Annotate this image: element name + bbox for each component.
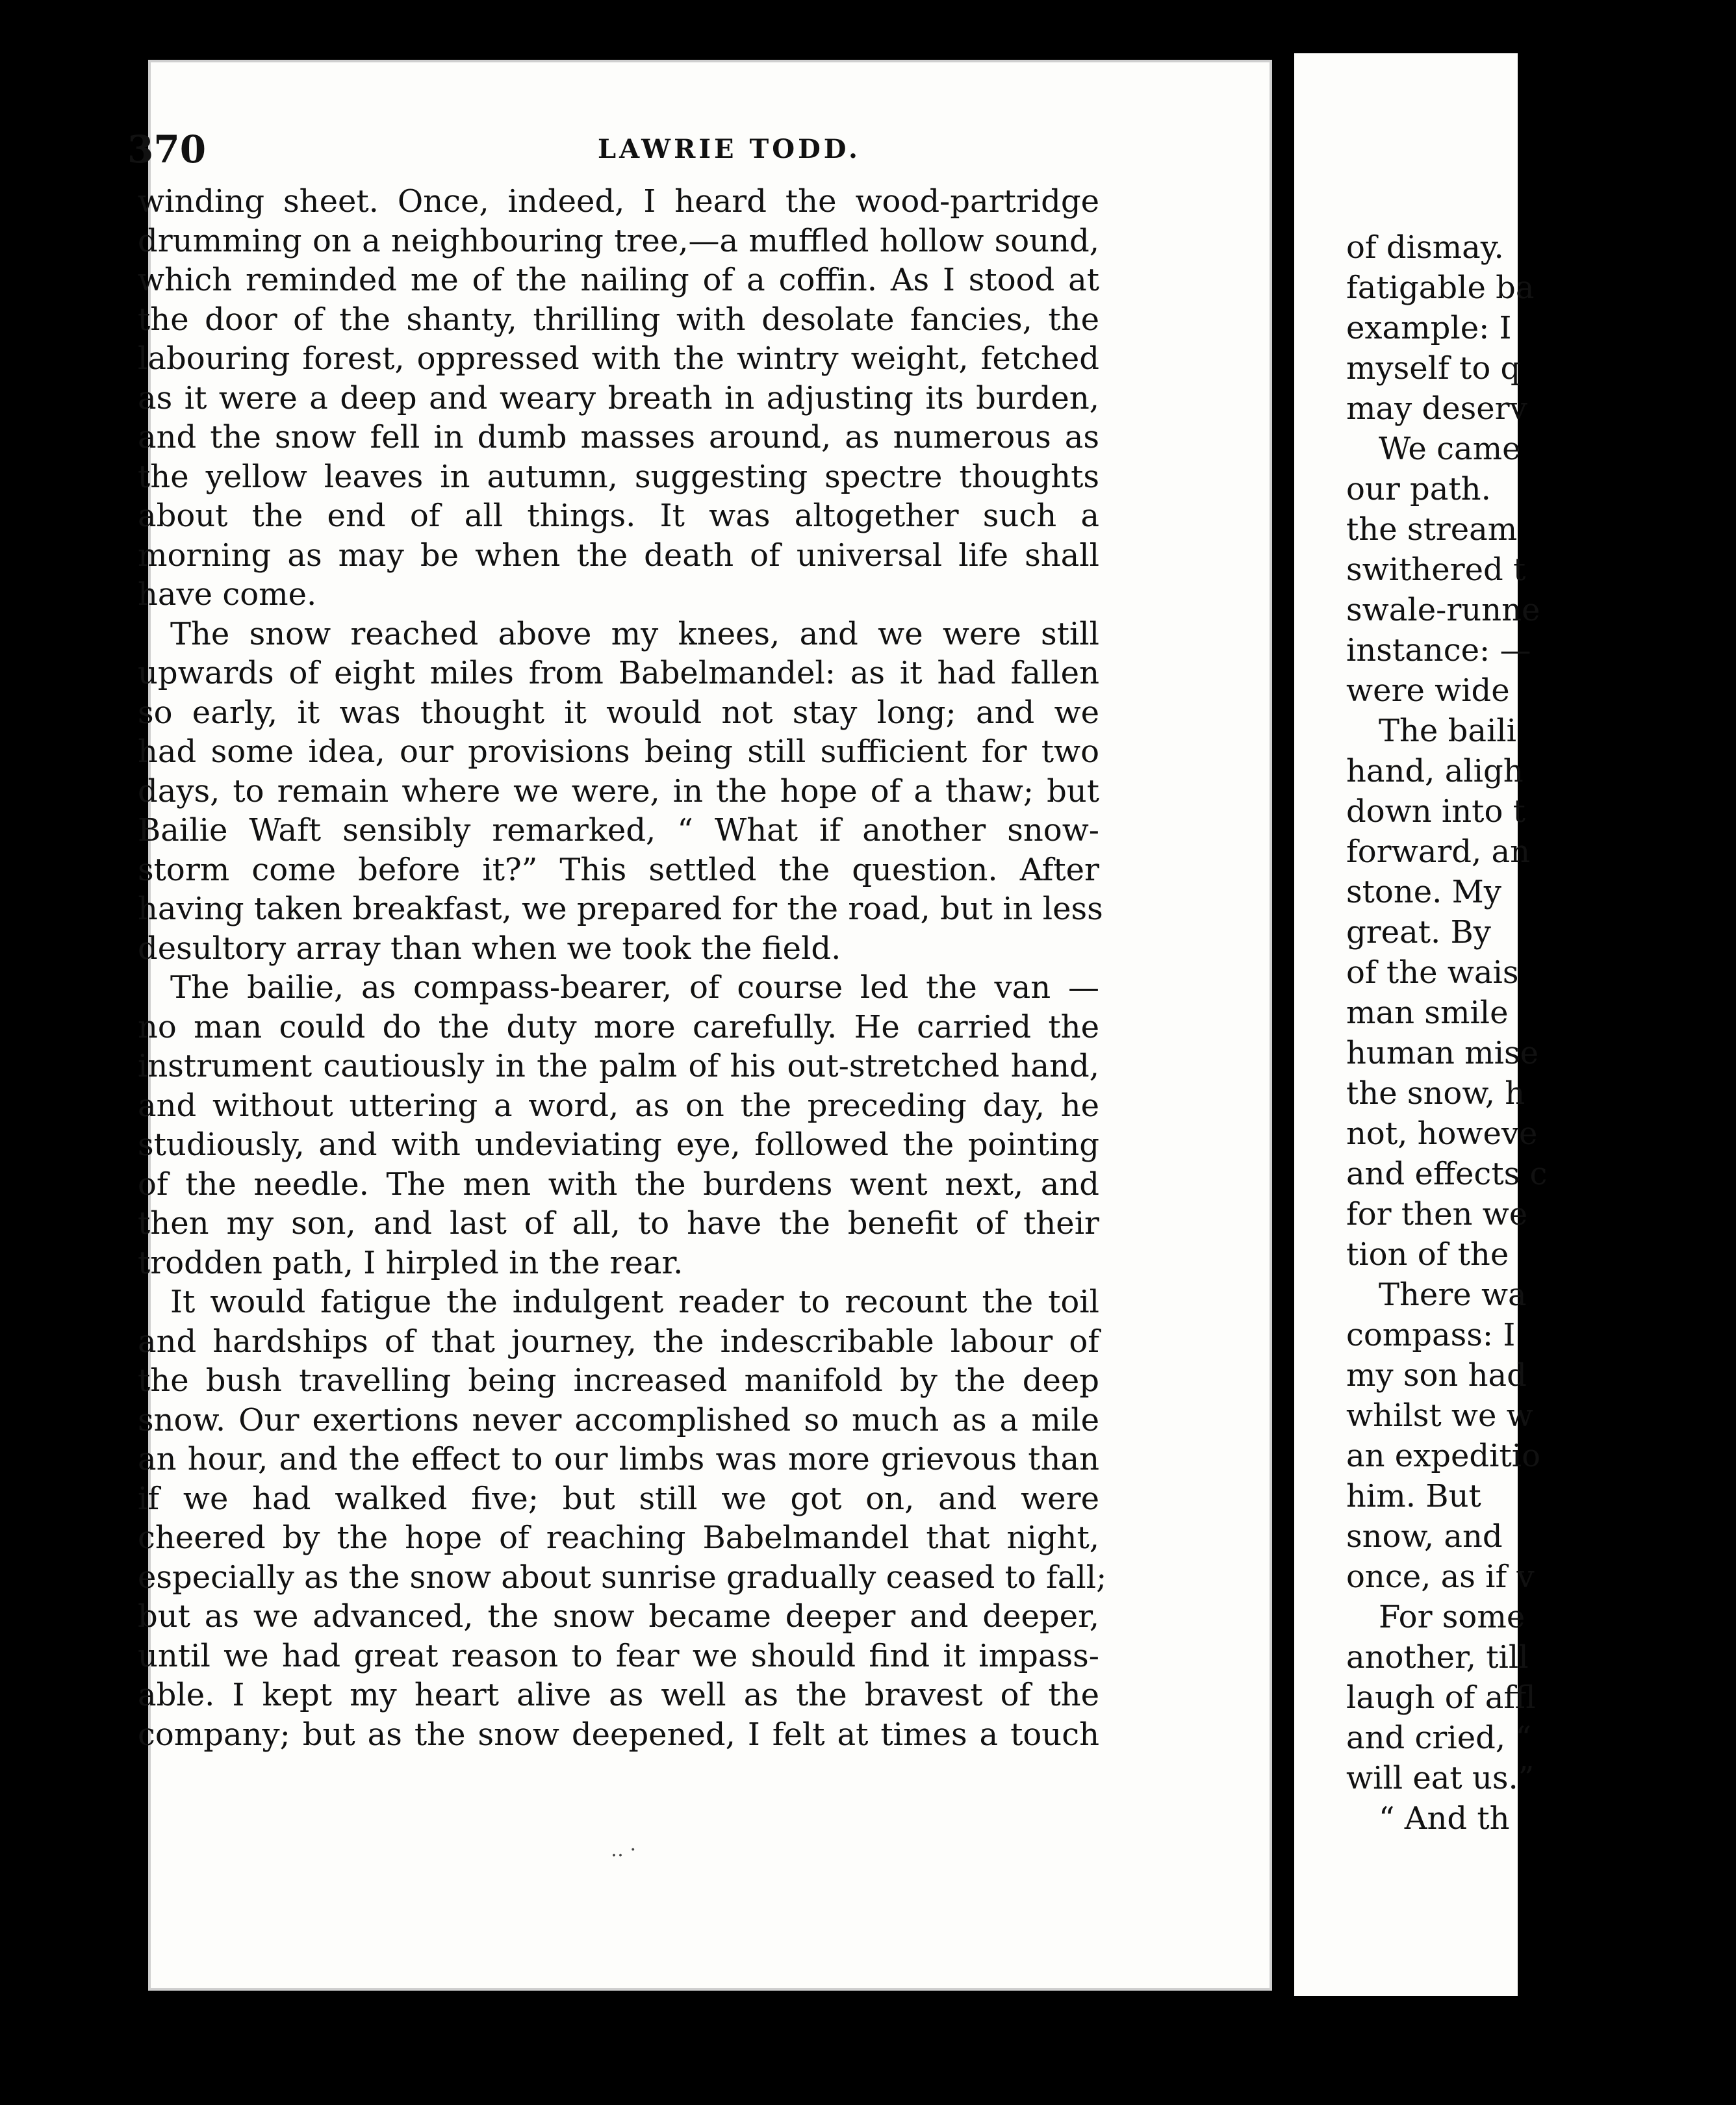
text-line: compass: I xyxy=(1346,1317,1516,1353)
text-line: swale-runne xyxy=(1346,592,1540,628)
text-line: my son had xyxy=(1346,1357,1527,1394)
text-line: There wa xyxy=(1379,1277,1527,1313)
text-line: morning as may be when the death of universal life shall xyxy=(138,537,1099,574)
text-line: desultory array than when we took the field. xyxy=(138,930,841,967)
text-line: have come. xyxy=(138,576,317,613)
text-line: swithered t xyxy=(1346,552,1526,588)
text-line: The baili xyxy=(1379,713,1516,749)
text-line: trodden path, I hirpled in the rear. xyxy=(138,1244,683,1281)
text-line: instance: — xyxy=(1346,632,1531,669)
text-line: the yellow leaves in autumn, suggesting spectre thoughts xyxy=(138,458,1099,495)
running-head xyxy=(127,123,1102,175)
text-line: were wide xyxy=(1346,672,1510,709)
text-line: stone. My xyxy=(1346,874,1501,910)
text-line: labouring forest, oppressed with the wintry weight, fetched xyxy=(138,340,1099,377)
text-line: days, to remain where we were, in the hope of a thaw; but xyxy=(138,772,1099,810)
text-line: an hour, and the effect to our limbs was more grievous than xyxy=(138,1441,1099,1477)
text-line: of dismay. xyxy=(1346,229,1504,266)
running-title: LAWRIE TODD. xyxy=(598,134,861,164)
text-line: Bailie Waft sensibly remarked, “ What if another snow- xyxy=(138,812,1099,848)
text-line: no man could do the duty more carefully. He carried the xyxy=(138,1008,1099,1045)
text-line: him. But xyxy=(1346,1478,1481,1514)
text-line: whilst we w xyxy=(1346,1397,1533,1434)
text-line: myself to q xyxy=(1346,350,1521,387)
text-line: if we had walked five; but still we got on, and were xyxy=(138,1480,1099,1517)
text-line: We came xyxy=(1379,431,1521,467)
text-line: tion of the xyxy=(1346,1236,1509,1273)
text-line: storm come before it?” This settled the question. After xyxy=(138,851,1099,888)
text-line: had some idea, our provisions being still sufficient for two xyxy=(138,734,1099,770)
text-line: snow, and xyxy=(1346,1518,1503,1555)
text-line: hand, aligh xyxy=(1346,753,1524,789)
text-line: and the snow fell in dumb masses around, as numerous as xyxy=(138,419,1099,455)
text-line: cheered by the hope of reaching Babelmandel that night, xyxy=(138,1520,1099,1556)
text-line: until we had great reason to fear we should find it impass- xyxy=(138,1637,1099,1674)
text-line: the stream xyxy=(1346,511,1518,548)
text-line: especially as the snow about sunrise gradually ceased to fall; xyxy=(138,1559,1107,1596)
text-line: an expeditio xyxy=(1346,1438,1541,1474)
text-line: winding sheet. Once, indeed, I heard the wood-partridge xyxy=(138,183,1099,220)
text-line: and hardships of that journey, the indescribable labour of xyxy=(138,1323,1099,1360)
text-line: down into t xyxy=(1346,793,1525,830)
text-line: laugh of affl xyxy=(1346,1679,1536,1716)
left-page-body-text xyxy=(138,182,1107,1754)
text-line: the door of the shanty, thrilling with desolate fancies, the xyxy=(138,301,1099,338)
text-line: may deserv xyxy=(1346,390,1527,427)
text-line: and effects c xyxy=(1346,1156,1548,1192)
text-line: drumming on a neighbouring tree,—a muffled hollow sound, xyxy=(138,222,1099,259)
text-line: having taken breakfast, we prepared for the road, but in less xyxy=(138,891,1103,927)
text-line: then my son, and last of all, to have the benefit of their xyxy=(138,1205,1099,1242)
text-line: our path. xyxy=(1346,471,1491,507)
text-line: another, till xyxy=(1346,1639,1529,1676)
text-line: of the needle. The men with the burdens went next, and xyxy=(138,1166,1099,1203)
text-line: as it were a deep and weary breath in adjusting its burden, xyxy=(138,379,1099,416)
text-line: and without uttering a word, as on the preceding day, he xyxy=(138,1087,1099,1124)
text-line: so early, it was thought it would not stay long; and we xyxy=(138,694,1099,731)
text-line: the snow, h xyxy=(1346,1075,1525,1112)
text-line: able. I kept my heart alive as well as the bravest of the xyxy=(138,1677,1099,1713)
text-line: but as we advanced, the snow became deeper and deeper, xyxy=(138,1598,1099,1635)
text-line: studiously, and with undeviating eye, followed the pointing xyxy=(138,1127,1099,1163)
page-number: 370 xyxy=(127,127,207,172)
right-page-body-text xyxy=(1346,227,1736,1839)
text-line: upwards of eight miles from Babelmandel: as it had fallen xyxy=(138,655,1099,691)
text-line: not, howeve xyxy=(1346,1116,1538,1152)
text-line: The snow reached above my knees, and we were still xyxy=(170,615,1099,652)
text-line: and cried, “ xyxy=(1346,1720,1531,1756)
text-line: will eat us.” xyxy=(1346,1760,1535,1796)
text-line: snow. Our exertions never accomplished so much as a mile xyxy=(138,1401,1099,1438)
text-line: human mise xyxy=(1346,1035,1539,1071)
text-line: great. By xyxy=(1346,914,1491,950)
text-line: The bailie, as compass-bearer, of course led the van — xyxy=(170,969,1099,1006)
text-line: the bush travelling being increased manifold by the deep xyxy=(138,1362,1099,1399)
text-line: “ And th xyxy=(1379,1800,1510,1837)
text-line: fatigable ba xyxy=(1346,270,1535,306)
text-line: man smile xyxy=(1346,995,1509,1031)
text-line: for then we xyxy=(1346,1196,1528,1232)
text-line: once, as if v xyxy=(1346,1559,1535,1595)
text-line: For some xyxy=(1379,1599,1525,1635)
text-line: of the wais xyxy=(1346,954,1519,991)
text-line: about the end of all things. It was altogether such a xyxy=(138,498,1099,534)
right-page xyxy=(1294,53,1548,1996)
page-footer-mark: ‥ · xyxy=(611,1839,637,1861)
text-line: instrument cautiously in the palm of his out-stretched hand, xyxy=(138,1048,1099,1084)
text-line: example: I xyxy=(1346,310,1512,346)
text-line: which reminded me of the nailing of a coffin. As I stood at xyxy=(138,262,1099,298)
text-line: forward, an xyxy=(1346,834,1531,870)
text-line: company; but as the snow deepened, I felt at times a touch xyxy=(138,1716,1099,1753)
text-line: It would fatigue the indulgent reader to recount the toil xyxy=(170,1284,1099,1320)
